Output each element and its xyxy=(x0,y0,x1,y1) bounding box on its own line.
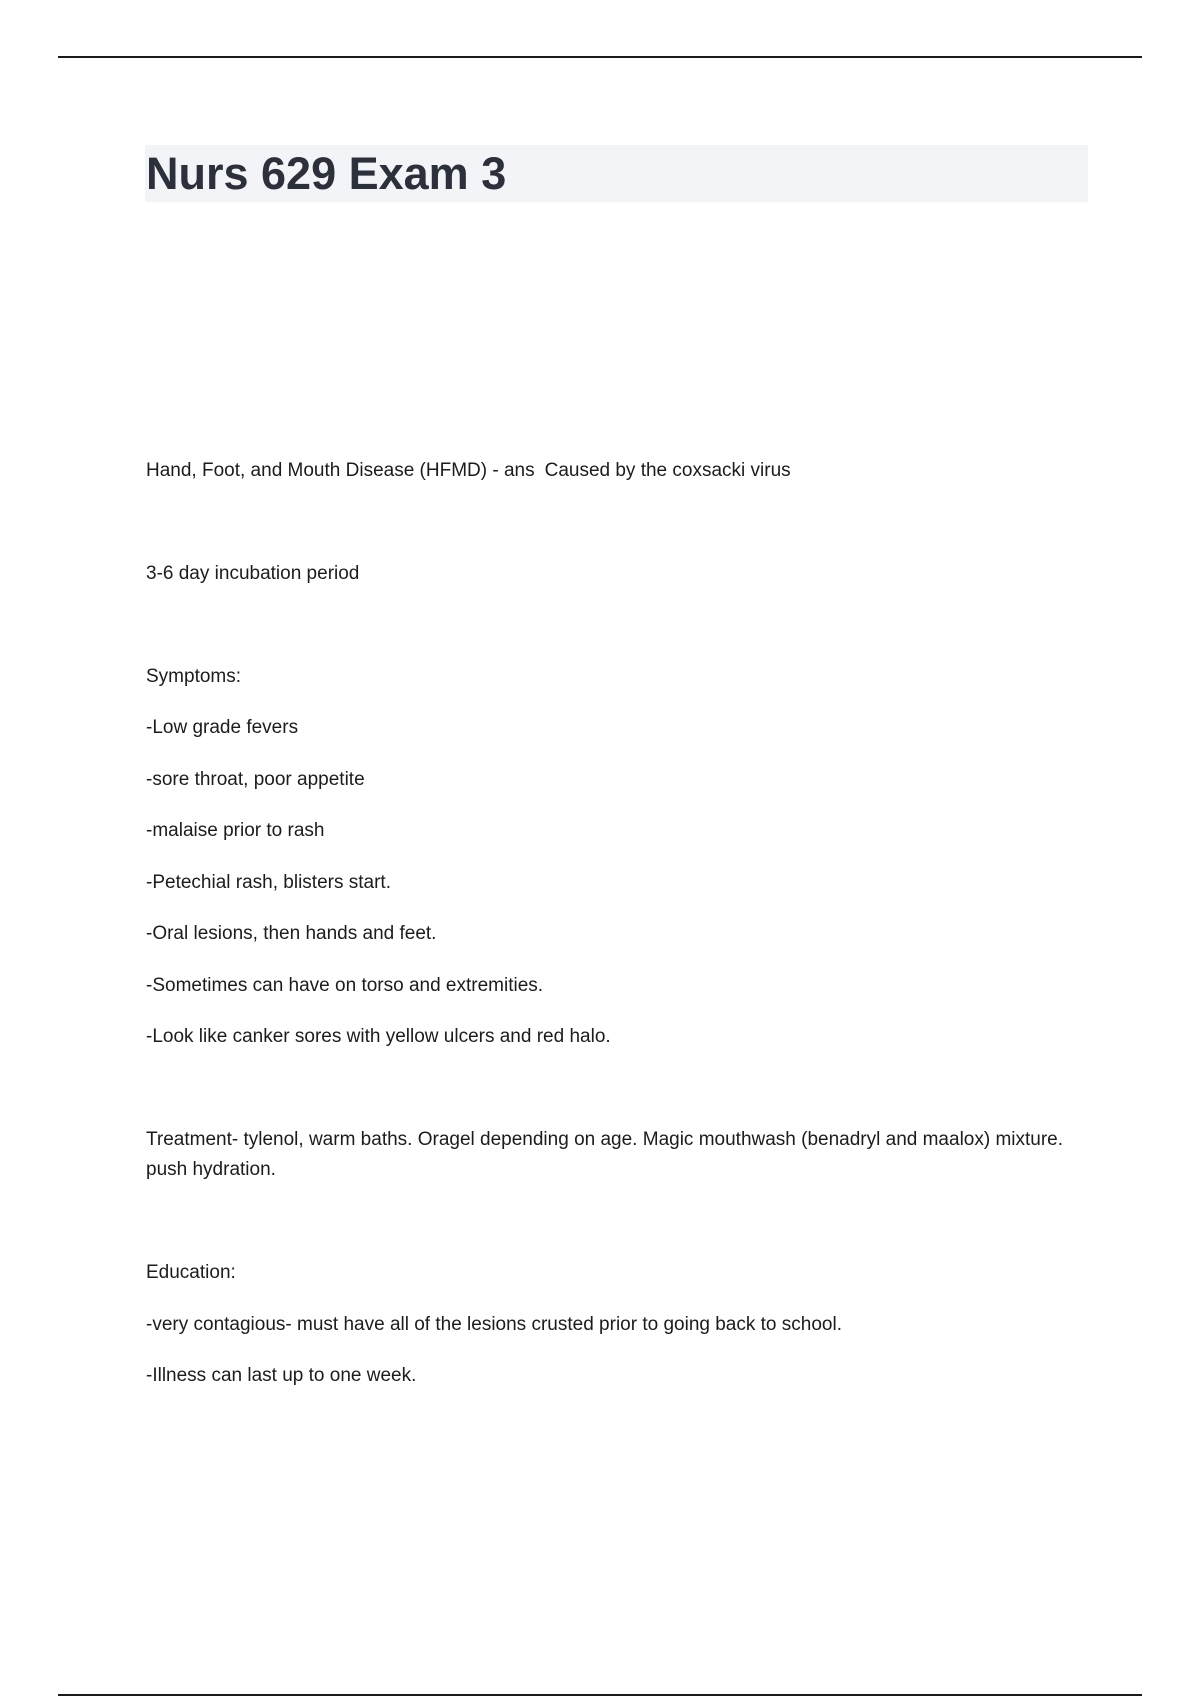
question-term: Hand, Foot, and Mouth Disease (HFMD) - ans xyxy=(146,460,535,481)
symptom-item: -Sometimes can have on torso and extremities. xyxy=(146,975,544,996)
incubation-text: 3-6 day incubation period xyxy=(146,563,360,584)
education-heading: Education: xyxy=(146,1262,236,1283)
page-title: Nurs 629 Exam 3 xyxy=(146,148,507,199)
symptom-item: -sore throat, poor appetite xyxy=(146,769,365,790)
education-item: -very contagious- must have all of the lesions crusted prior to going back to school. xyxy=(146,1314,842,1335)
symptom-item: -Look like canker sores with yellow ulcers and red halo. xyxy=(146,1026,611,1047)
question-line xyxy=(146,456,791,486)
symptom-item: -Petechial rash, blisters start. xyxy=(146,872,391,893)
symptom-item: -Oral lesions, then hands and feet. xyxy=(146,923,437,944)
symptoms-heading: Symptoms: xyxy=(146,666,242,687)
symptom-item: -malaise prior to rash xyxy=(146,820,325,841)
bottom-rule xyxy=(58,1694,1142,1696)
symptom-item: -Low grade fevers xyxy=(146,717,299,738)
answer-lead: Caused by the coxsacki virus xyxy=(544,460,791,481)
top-rule xyxy=(58,56,1142,58)
treatment-paragraph: Treatment- tylenol, warm baths. Oragel depending on age. Magic mouthwash (benadryl and maalox) mixture. push hydration. xyxy=(146,1129,1064,1180)
education-item: -Illness can last up to one week. xyxy=(146,1365,417,1386)
